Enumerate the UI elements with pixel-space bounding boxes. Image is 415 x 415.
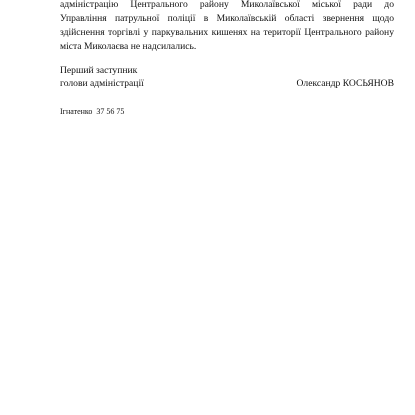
body-line-4: міста Миколаєва не надсилались. — [60, 41, 197, 52]
signatory-title-line-2: голови адміністрації — [60, 77, 144, 89]
body-line-1: адміністрацію Центрального району Миколаївської міської ради до — [60, 0, 394, 10]
signatory-name: Олександр КОСЬЯНОВ — [296, 77, 394, 89]
signatory-title-line-1: Перший заступник — [60, 65, 138, 76]
contact-author: Ігнатенко — [60, 107, 93, 116]
signature-block — [60, 65, 394, 90]
body-line-3: здійснення торгівлі у паркувальних кишенях на території Центрального району — [60, 27, 394, 38]
contact-line — [60, 107, 124, 117]
contact-phone: 37 56 75 — [96, 107, 125, 116]
body-line-2: Управління патрульної поліції в Миколаївській області звернення щодо — [60, 13, 394, 24]
letter-body — [60, 0, 394, 54]
